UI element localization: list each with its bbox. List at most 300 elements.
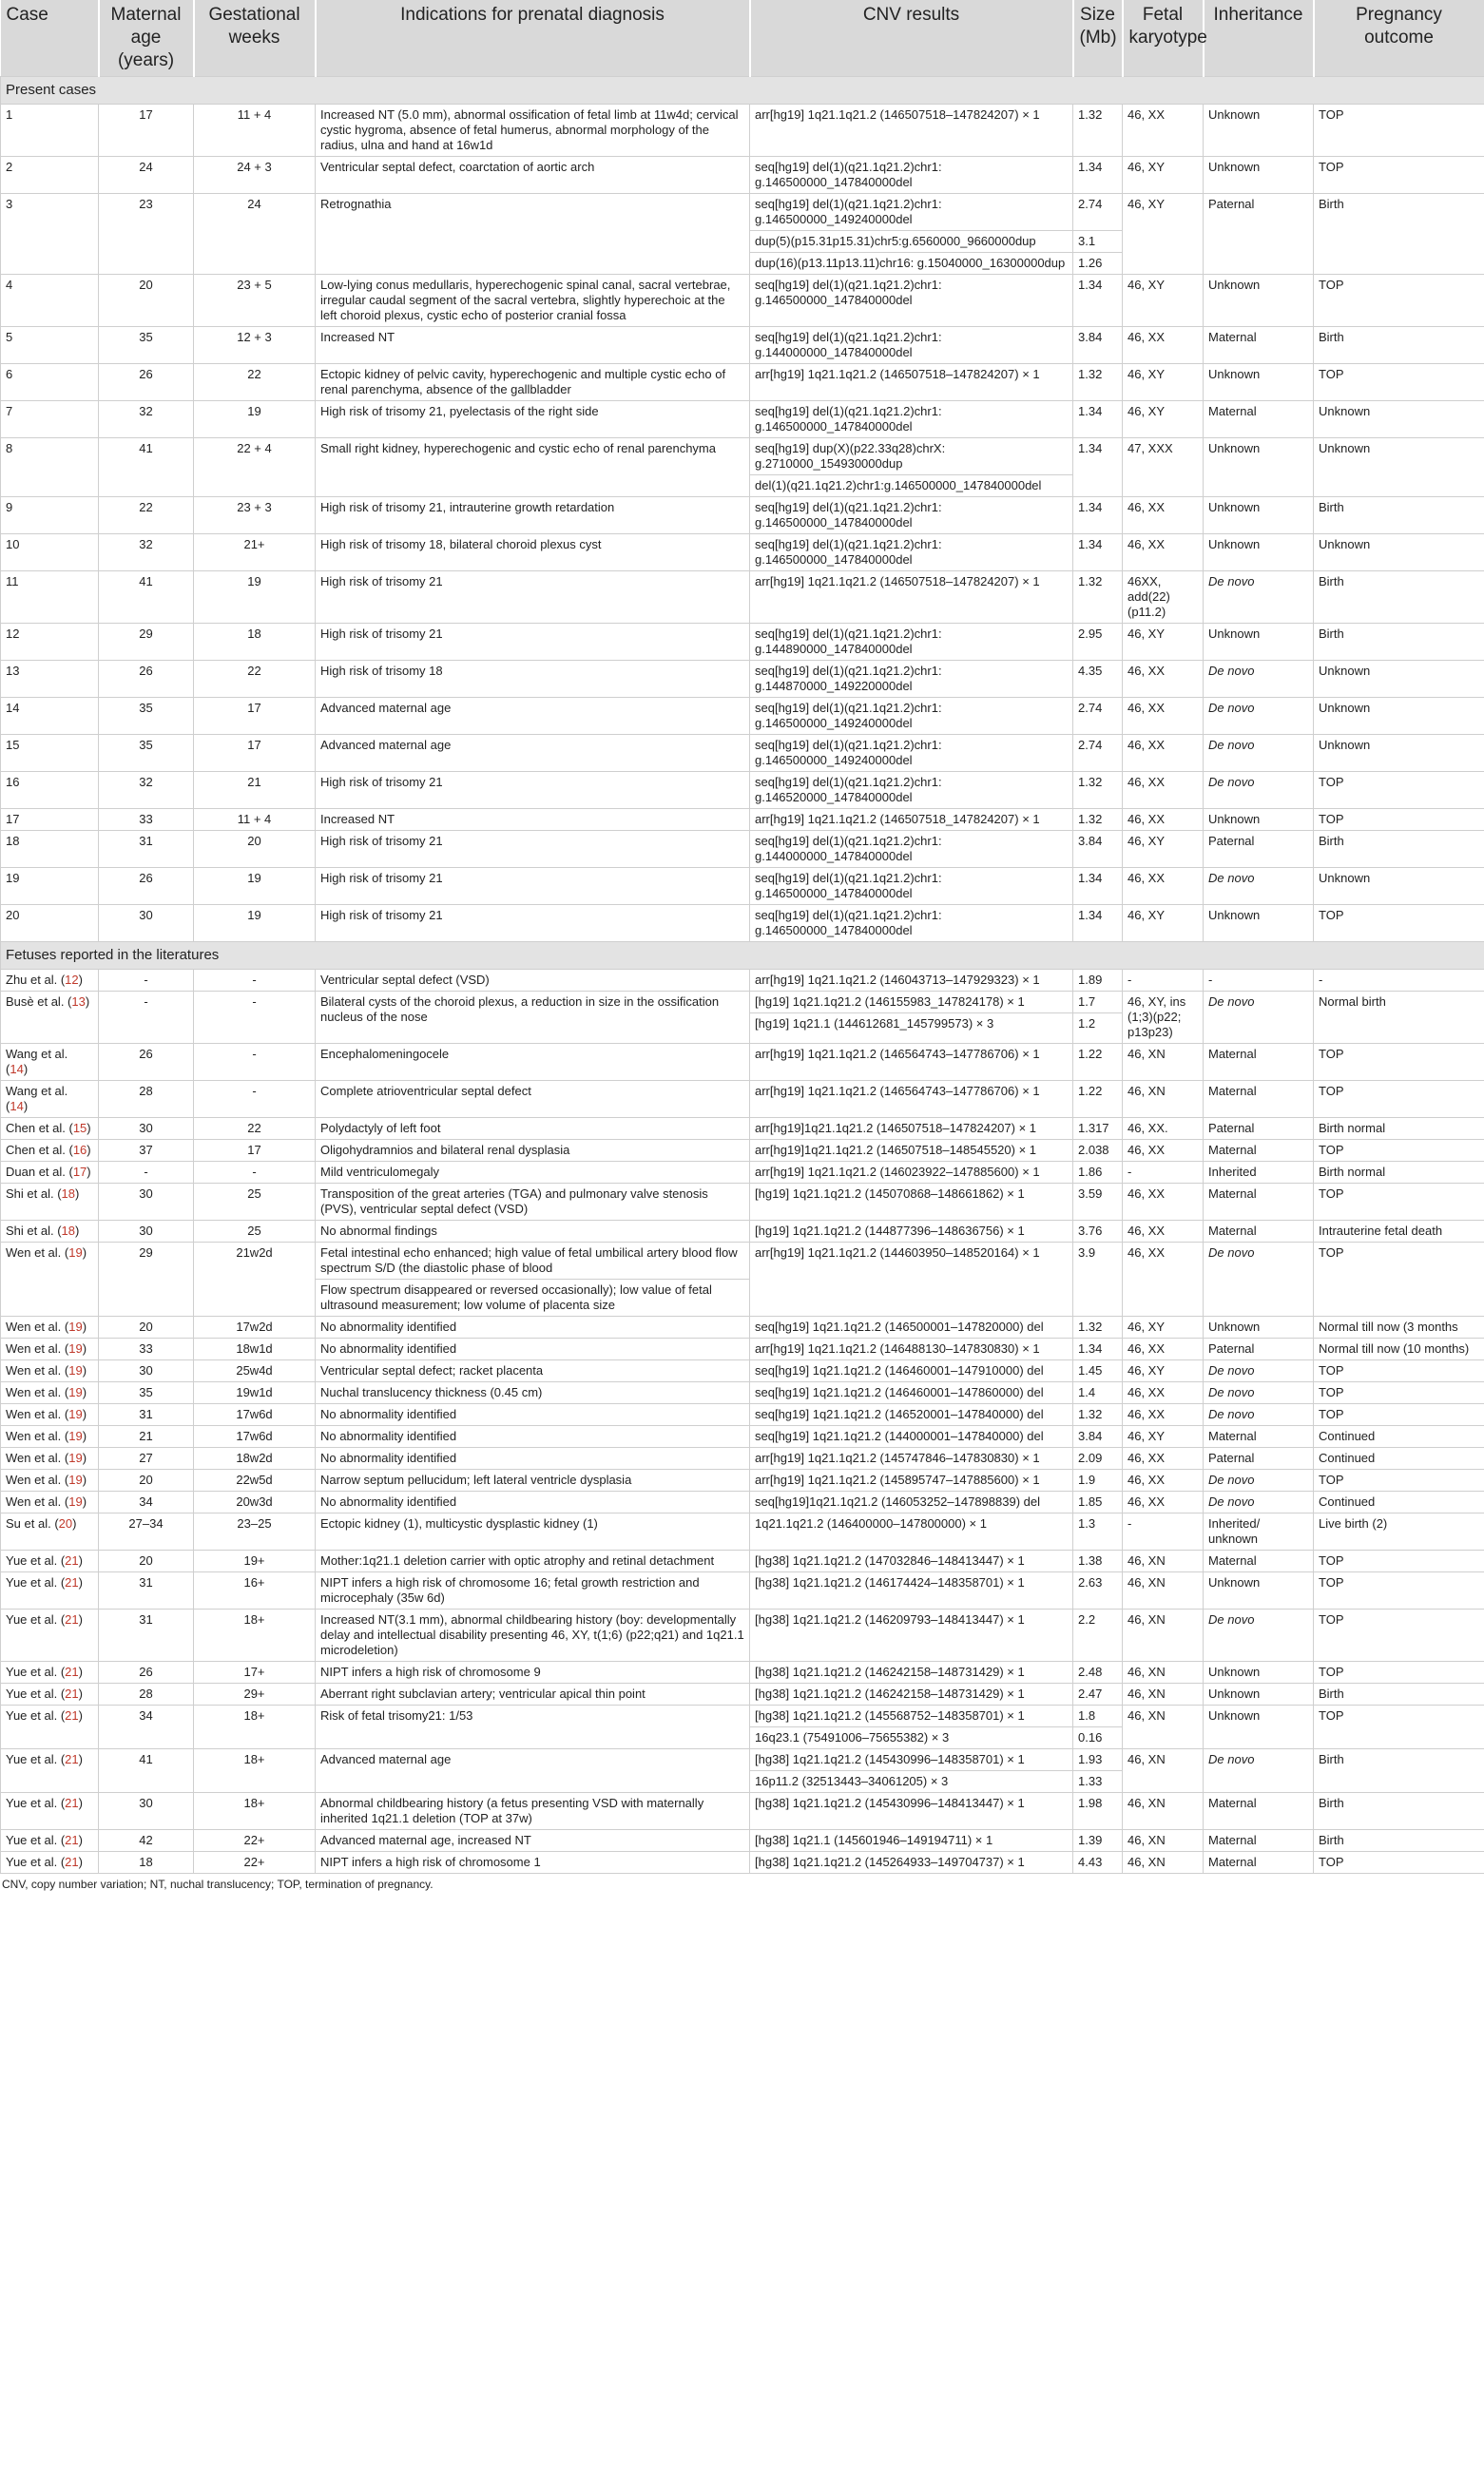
cnv-value: seq[hg19] del(1)(q21.1q21.2)chr1: g.144870000_149220000del — [755, 664, 942, 693]
cnv-cell — [750, 401, 1073, 438]
outcome-cell: TOP — [1314, 157, 1484, 194]
outcome-cell: Unknown — [1314, 438, 1484, 497]
karyotype-cell: 46, XN — [1123, 1551, 1204, 1572]
table-row — [1, 497, 1484, 534]
outcome-cell: TOP — [1314, 1404, 1484, 1426]
indication-cell — [316, 1317, 750, 1339]
indication-cell: Increased NT — [316, 809, 750, 831]
inheritance-de-novo: De novo — [1208, 574, 1255, 588]
gestational-weeks-cell: 22+ — [194, 1852, 316, 1874]
gestational-weeks-cell: 25w4d — [194, 1360, 316, 1382]
maternal-age-cell: 35 — [99, 327, 194, 364]
karyotype-cell: 46, XX — [1123, 327, 1204, 364]
size-value: 1.32 — [1078, 367, 1103, 381]
maternal-age-cell: 41 — [99, 571, 194, 624]
gestational-weeks-cell: 22w5d — [194, 1470, 316, 1492]
cnv-value: arr[hg19]1q21.1q21.2 (146507518–148545520) × 1 — [755, 1143, 1037, 1157]
cnv-value: seq[hg19] del(1)(q21.1q21.2)chr1: g.146500000_149240000del — [755, 197, 942, 226]
gestational-weeks-cell: 20w3d — [194, 1492, 316, 1513]
outcome-cell: Birth — [1314, 1749, 1484, 1793]
cnv-cell — [750, 1426, 1073, 1448]
outcome-cell: TOP — [1314, 1551, 1484, 1572]
indication-cell — [316, 1404, 750, 1426]
reference-cell: Su et al. (20) — [1, 1513, 99, 1551]
case-cell: 12 — [1, 624, 99, 661]
indication-cell — [316, 1706, 750, 1749]
reference-number-link[interactable]: 19 — [68, 1341, 83, 1356]
outcome-cell: Birth — [1314, 1830, 1484, 1852]
table-row — [1, 1749, 1484, 1793]
size-cell — [1073, 534, 1123, 571]
maternal-age-cell: - — [99, 1162, 194, 1184]
reference-number-link[interactable]: 21 — [65, 1752, 79, 1766]
karyotype-cell: 46, XX — [1123, 497, 1204, 534]
table-row — [1, 1118, 1484, 1140]
case-cell: 1 — [1, 105, 99, 157]
reference-number-link[interactable]: 15 — [72, 1121, 87, 1135]
inheritance-cell — [1204, 1749, 1314, 1793]
reference-cell: Wen et al. (19) — [1, 1470, 99, 1492]
reference-author: Wen et al. — [6, 1320, 62, 1334]
indication-value: Ventricular septal defect; racket placenta — [320, 1363, 544, 1378]
reference-number-link[interactable]: 21 — [65, 1665, 79, 1679]
cnv-value: seq[hg19] del(1)(q21.1q21.2)chr1: g.146500000_147840000del — [755, 871, 942, 900]
cnv-value: arr[hg19] 1q21.1q21.2 (144603950–148520164) × 1 — [755, 1245, 1040, 1260]
karyotype-cell: 46, XN — [1123, 1610, 1204, 1662]
size-value-2: 1.2 — [1073, 1012, 1122, 1034]
table-row — [1, 1339, 1484, 1360]
reference-author: Yue et al. — [6, 1665, 58, 1679]
inheritance-de-novo: De novo — [1208, 1494, 1255, 1509]
karyotype-cell: 46, XX. — [1123, 1118, 1204, 1140]
outcome-cell: Continued — [1314, 1448, 1484, 1470]
reference-author: Yue et al. — [6, 1553, 58, 1568]
reference-author: Wen et al. — [6, 1385, 62, 1399]
size-value: 1.34 — [1078, 441, 1103, 455]
karyotype-cell: 46, XN — [1123, 1572, 1204, 1610]
table-footnote: CNV, copy number variation; NT, nuchal translucency; TOP, termination of pregnancy. — [2, 1878, 434, 1891]
cnv-value: arr[hg19] 1q21.1q21.2 (146507518–147824207) × 1 — [755, 574, 1040, 588]
indication-cell — [316, 1793, 750, 1830]
cnv-value: seq[hg19] 1q21.1q21.2 (146460001–147910000) del — [755, 1363, 1044, 1378]
size-cell — [1073, 1513, 1123, 1551]
maternal-age-cell: 24 — [99, 157, 194, 194]
reference-number-link[interactable]: 21 — [65, 1833, 79, 1847]
table-row — [1, 1426, 1484, 1448]
reference-cell: Shi et al. (18) — [1, 1221, 99, 1243]
size-value: 1.34 — [1078, 1341, 1103, 1356]
outcome-cell: Intrauterine fetal death — [1314, 1221, 1484, 1243]
inheritance-cell: Unknown — [1204, 905, 1314, 942]
table-row — [1, 1492, 1484, 1513]
inheritance-cell: Unknown — [1204, 1572, 1314, 1610]
indication-value: Abnormal childbearing history (a fetus presenting VSD with maternally inherited 1q21.1 deletion (TOP at 37w) — [320, 1796, 704, 1825]
indication-cell — [316, 1140, 750, 1162]
cnv-cell — [750, 157, 1073, 194]
size-value: 1.3 — [1078, 1516, 1096, 1531]
reference-number-link[interactable]: 21 — [65, 1708, 79, 1723]
cnv-cell — [750, 831, 1073, 868]
cnv-cell — [750, 1830, 1073, 1852]
header-row — [1, 0, 1484, 77]
cnv-cell — [750, 735, 1073, 772]
size-value: 1.32 — [1078, 574, 1103, 588]
table-row — [1, 401, 1484, 438]
reference-number-link[interactable]: 20 — [58, 1516, 73, 1531]
cnv-value: arr[hg19]1q21.1q21.2 (146507518–147824207) × 1 — [755, 1121, 1037, 1135]
gestational-weeks-cell: 19 — [194, 401, 316, 438]
size-value: 1.85 — [1078, 1494, 1103, 1509]
reference-author: Wen et al. — [6, 1245, 62, 1260]
indication-cell — [316, 1852, 750, 1874]
gestational-weeks-cell: 21w2d — [194, 1243, 316, 1317]
karyotype-cell: 46, XX — [1123, 735, 1204, 772]
outcome-cell: TOP — [1314, 1360, 1484, 1382]
inheritance-cell: Unknown — [1204, 534, 1314, 571]
reference-author: Wen et al. — [6, 1363, 62, 1378]
outcome-cell: Birth — [1314, 571, 1484, 624]
indication-cell — [316, 1382, 750, 1404]
table-row — [1, 809, 1484, 831]
indication-value: No abnormality identified — [320, 1429, 457, 1443]
reference-number-link[interactable]: 16 — [72, 1143, 87, 1157]
reference-number-link[interactable]: 19 — [68, 1407, 83, 1421]
reference-cell: Yue et al. (21) — [1, 1662, 99, 1684]
inheritance-cell: Paternal — [1204, 1448, 1314, 1470]
cnv-cell — [750, 1404, 1073, 1426]
size-value: 1.89 — [1078, 973, 1103, 987]
indication-value: Aberrant right subclavian artery; ventricular apical thin point — [320, 1687, 646, 1701]
maternal-age-cell: 42 — [99, 1830, 194, 1852]
indication-value: Ectopic kidney (1), multicystic dysplastic kidney (1) — [320, 1516, 598, 1531]
cnv-cell — [750, 1793, 1073, 1830]
inheritance-de-novo: De novo — [1208, 775, 1255, 789]
reference-number-link[interactable]: 18 — [61, 1186, 76, 1201]
header-size: Size (Mb) — [1073, 0, 1123, 77]
outcome-cell: Normal till now (10 months) — [1314, 1339, 1484, 1360]
reference-number-link[interactable]: 19 — [68, 1245, 83, 1260]
indication-value: Nuchal translucency thickness (0.45 cm) — [320, 1385, 543, 1399]
gestational-weeks-cell: 11 + 4 — [194, 105, 316, 157]
cnv-cell — [750, 534, 1073, 571]
outcome-cell: TOP — [1314, 275, 1484, 327]
inheritance-cell: Unknown — [1204, 809, 1314, 831]
cnv-value: arr[hg19] 1q21.1q21.2 (145895747–147885600) × 1 — [755, 1473, 1040, 1487]
cnv-cell — [750, 1684, 1073, 1706]
cnv-cell — [750, 868, 1073, 905]
size-value-2: 3.1 — [1073, 230, 1122, 252]
indication-value: No abnormal findings — [320, 1224, 437, 1238]
reference-number-link[interactable]: 19 — [68, 1473, 83, 1487]
cnv-value: [hg19] 1q21.1q21.2 (144877396–148636756) × 1 — [755, 1224, 1025, 1238]
maternal-age-cell: 26 — [99, 661, 194, 698]
gestational-weeks-cell: 22+ — [194, 1830, 316, 1852]
reference-number-link[interactable]: 19 — [68, 1451, 83, 1465]
maternal-age-cell: 41 — [99, 1749, 194, 1793]
maternal-age-cell: 20 — [99, 275, 194, 327]
karyotype-cell: 46, XX — [1123, 772, 1204, 809]
size-cell — [1073, 1317, 1123, 1339]
indication-cell — [316, 1221, 750, 1243]
cnv-value: [hg19] 1q21.1q21.2 (146155983_147824178) × 1 — [755, 994, 1025, 1009]
indication-value: Complete atrioventricular septal defect — [320, 1084, 531, 1098]
indication-value: No abnormality identified — [320, 1407, 457, 1421]
outcome-cell: Birth — [1314, 194, 1484, 275]
indication-value: No abnormality identified — [320, 1341, 457, 1356]
karyotype-cell: 46, XX — [1123, 534, 1204, 571]
outcome-cell: Birth — [1314, 497, 1484, 534]
gestational-weeks-cell: 17 — [194, 698, 316, 735]
cnv-cell — [750, 1044, 1073, 1081]
karyotype-cell: 46, XX — [1123, 1184, 1204, 1221]
reference-number-link[interactable]: 17 — [72, 1165, 87, 1179]
karyotype-cell: 46, XN — [1123, 1830, 1204, 1852]
reference-number-link[interactable]: 21 — [65, 1575, 79, 1590]
reference-number-link[interactable]: 19 — [68, 1429, 83, 1443]
header-cnv-results: CNV results — [750, 0, 1073, 77]
outcome-cell: TOP — [1314, 1662, 1484, 1684]
karyotype-cell: 46, XX — [1123, 1140, 1204, 1162]
reference-author: Chen et al. — [6, 1121, 66, 1135]
reference-author: Yue et al. — [6, 1612, 58, 1627]
gestational-weeks-cell: 19w1d — [194, 1382, 316, 1404]
size-cell — [1073, 105, 1123, 157]
reference-cell: Chen et al. (16) — [1, 1140, 99, 1162]
maternal-age-cell: 20 — [99, 1317, 194, 1339]
inheritance-cell: - — [1204, 970, 1314, 992]
cnv-cell — [750, 661, 1073, 698]
reference-cell: Yue et al. (21) — [1, 1749, 99, 1793]
reference-cell: Wen et al. (19) — [1, 1492, 99, 1513]
indication-cell — [316, 1339, 750, 1360]
indication-cell: Retrognathia — [316, 194, 750, 275]
karyotype-cell: 46, XX — [1123, 1339, 1204, 1360]
reference-number-link[interactable]: 14 — [10, 1099, 24, 1113]
size-cell — [1073, 992, 1123, 1044]
inheritance-cell: Maternal — [1204, 401, 1314, 438]
size-cell — [1073, 1162, 1123, 1184]
size-value: 1.32 — [1078, 1407, 1103, 1421]
karyotype-cell: 46, XX — [1123, 1492, 1204, 1513]
size-cell — [1073, 1339, 1123, 1360]
size-cell — [1073, 1610, 1123, 1662]
karyotype-cell: 46, XN — [1123, 1749, 1204, 1793]
size-cell — [1073, 1662, 1123, 1684]
inheritance-cell: Paternal — [1204, 1339, 1314, 1360]
karyotype-cell: 46, XX — [1123, 698, 1204, 735]
table-row — [1, 1662, 1484, 1684]
inheritance-de-novo: De novo — [1208, 1385, 1255, 1399]
inheritance-cell: Inherited/ unknown — [1204, 1513, 1314, 1551]
header-inheritance: Inheritance — [1204, 0, 1314, 77]
section-literature — [1, 942, 1484, 970]
size-value: 1.22 — [1078, 1084, 1103, 1098]
karyotype-cell: 46, XY — [1123, 624, 1204, 661]
cnv-value: [hg38] 1q21.1q21.2 (146242158–148731429) × 1 — [755, 1687, 1025, 1701]
karyotype-cell: 46, XY — [1123, 157, 1204, 194]
reference-author: Yue et al. — [6, 1796, 58, 1810]
size-value: 3.59 — [1078, 1186, 1103, 1201]
indication-value-2: Flow spectrum disappeared or reversed occasionally); low value of fetal ultrasound measurement; low volume of placenta size — [316, 1279, 749, 1316]
section-literature-label: Fetuses reported in the literatures — [1, 942, 1484, 970]
table-row — [1, 1221, 1484, 1243]
reference-number-link[interactable]: 14 — [10, 1062, 24, 1076]
reference-number-link[interactable]: 19 — [68, 1385, 83, 1399]
reference-number-link[interactable]: 21 — [65, 1796, 79, 1810]
reference-number-link[interactable]: 21 — [65, 1612, 79, 1627]
size-cell — [1073, 1684, 1123, 1706]
reference-number-link[interactable]: 21 — [65, 1687, 79, 1701]
reference-number-link[interactable]: 12 — [65, 973, 79, 987]
maternal-age-cell: 22 — [99, 497, 194, 534]
karyotype-cell: 46, XY — [1123, 275, 1204, 327]
outcome-cell: Unknown — [1314, 698, 1484, 735]
outcome-cell: TOP — [1314, 1610, 1484, 1662]
cnv-value: arr[hg19] 1q21.1q21.2 (145747846–147830830) × 1 — [755, 1451, 1040, 1465]
indication-cell: Increased NT (5.0 mm), abnormal ossification of fetal limb at 11w4d; cervical cystic hygroma, absence of fetal humerus, abnormal morphology of the radius, ulna and hand at 16w1d — [316, 105, 750, 157]
case-cell: 4 — [1, 275, 99, 327]
outcome-cell: TOP — [1314, 1470, 1484, 1492]
reference-number-link[interactable]: 21 — [65, 1855, 79, 1869]
size-value: 1.32 — [1078, 812, 1103, 826]
table-row — [1, 970, 1484, 992]
gestational-weeks-cell: 23–25 — [194, 1513, 316, 1551]
size-value: 1.93 — [1078, 1752, 1103, 1766]
size-cell — [1073, 1404, 1123, 1426]
karyotype-cell: 46, XY — [1123, 364, 1204, 401]
size-value: 1.98 — [1078, 1796, 1103, 1810]
karyotype-cell: - — [1123, 970, 1204, 992]
table-row — [1, 735, 1484, 772]
outcome-cell: Unknown — [1314, 661, 1484, 698]
indication-cell: Ventricular septal defect, coarctation of aortic arch — [316, 157, 750, 194]
gestational-weeks-cell: 18 — [194, 624, 316, 661]
outcome-cell: TOP — [1314, 1243, 1484, 1317]
maternal-age-cell: 31 — [99, 1572, 194, 1610]
inheritance-de-novo: De novo — [1208, 664, 1255, 678]
table-row — [1, 364, 1484, 401]
inheritance-cell — [1204, 1243, 1314, 1317]
reference-number-link[interactable]: 18 — [61, 1224, 76, 1238]
table-row — [1, 275, 1484, 327]
case-cell: 13 — [1, 661, 99, 698]
cnv-cell — [750, 1221, 1073, 1243]
indication-cell — [316, 1184, 750, 1221]
cnv-value: [hg38] 1q21.1q21.2 (146174424–148358701) × 1 — [755, 1575, 1025, 1590]
maternal-age-cell: 21 — [99, 1426, 194, 1448]
cnv-cell — [750, 1162, 1073, 1184]
indication-value: Risk of fetal trisomy21: 1/53 — [320, 1708, 473, 1723]
cnv-value-2: del(1)(q21.1q21.2)chr1:g.146500000_147840000del — [750, 474, 1072, 496]
cnv-value: seq[hg19] del(1)(q21.1q21.2)chr1: g.146520000_147840000del — [755, 775, 942, 804]
cnv-value: [hg38] 1q21.1q21.2 (147032846–148413447) × 1 — [755, 1553, 1025, 1568]
section-present-label: Present cases — [1, 77, 1484, 105]
reference-cell: Chen et al. (15) — [1, 1118, 99, 1140]
size-cell — [1073, 497, 1123, 534]
size-cell — [1073, 275, 1123, 327]
case-cell: 7 — [1, 401, 99, 438]
indication-cell — [316, 1749, 750, 1793]
indication-cell: High risk of trisomy 21 — [316, 905, 750, 942]
indication-cell — [316, 1610, 750, 1662]
size-value: 2.09 — [1078, 1451, 1103, 1465]
table-row — [1, 1044, 1484, 1081]
reference-number-link[interactable]: 13 — [71, 994, 86, 1009]
reference-author: Duan et al. — [6, 1165, 66, 1179]
inheritance-cell — [1204, 1360, 1314, 1382]
size-value: 4.35 — [1078, 664, 1103, 678]
gestational-weeks-cell: 17 — [194, 1140, 316, 1162]
table-row — [1, 571, 1484, 624]
case-cell: 16 — [1, 772, 99, 809]
indication-value: Ventricular septal defect (VSD) — [320, 973, 490, 987]
table-row — [1, 1513, 1484, 1551]
maternal-age-cell: 33 — [99, 809, 194, 831]
size-cell — [1073, 1448, 1123, 1470]
size-cell — [1073, 1470, 1123, 1492]
reference-cell: Wen et al. (19) — [1, 1360, 99, 1382]
maternal-age-cell: 41 — [99, 438, 194, 497]
indication-cell — [316, 1118, 750, 1140]
table-row — [1, 1551, 1484, 1572]
cnv-cell — [750, 1513, 1073, 1551]
size-value: 1.34 — [1078, 404, 1103, 418]
table-row — [1, 772, 1484, 809]
inheritance-cell: Unknown — [1204, 157, 1314, 194]
size-cell — [1073, 831, 1123, 868]
reference-number-link[interactable]: 19 — [68, 1320, 83, 1334]
inheritance-cell: Unknown — [1204, 364, 1314, 401]
outcome-cell: Unknown — [1314, 534, 1484, 571]
reference-number-link[interactable]: 21 — [65, 1553, 79, 1568]
inheritance-de-novo: De novo — [1208, 994, 1255, 1009]
reference-author: Yue et al. — [6, 1752, 58, 1766]
inheritance-cell: Inherited — [1204, 1162, 1314, 1184]
table-row — [1, 1184, 1484, 1221]
gestational-weeks-cell: 24 + 3 — [194, 157, 316, 194]
size-cell — [1073, 772, 1123, 809]
cnv-value: [hg38] 1q21.1q21.2 (146242158–148731429) × 1 — [755, 1665, 1025, 1679]
reference-author: Wen et al. — [6, 1407, 62, 1421]
cnv-cell — [750, 624, 1073, 661]
reference-cell: Wen et al. (19) — [1, 1404, 99, 1426]
reference-number-link[interactable]: 19 — [68, 1363, 83, 1378]
reference-number-link[interactable]: 19 — [68, 1494, 83, 1509]
karyotype-cell: 46, XN — [1123, 1684, 1204, 1706]
karyotype-cell: 46, XN — [1123, 1793, 1204, 1830]
maternal-age-cell: 30 — [99, 1221, 194, 1243]
indication-value: Mother:1q21.1 deletion carrier with optic atrophy and retinal detachment — [320, 1553, 715, 1568]
reference-author: Yue et al. — [6, 1708, 58, 1723]
maternal-age-cell: 35 — [99, 735, 194, 772]
size-value: 1.86 — [1078, 1165, 1103, 1179]
cnv-value-2: dup(5)(p15.31p15.31)chr5:g.6560000_9660000dup — [750, 230, 1072, 252]
reference-cell: Wen et al. (19) — [1, 1317, 99, 1339]
cnv-cell — [750, 571, 1073, 624]
cnv-cell — [750, 1382, 1073, 1404]
size-value: 1.34 — [1078, 500, 1103, 514]
maternal-age-cell: 26 — [99, 1044, 194, 1081]
inheritance-cell: Unknown — [1204, 624, 1314, 661]
case-cell: 15 — [1, 735, 99, 772]
size-value: 2.74 — [1078, 197, 1103, 211]
indication-cell — [316, 1470, 750, 1492]
case-cell: 10 — [1, 534, 99, 571]
reference-cell: Yue et al. (21) — [1, 1684, 99, 1706]
size-cell — [1073, 868, 1123, 905]
karyotype-cell: - — [1123, 1513, 1204, 1551]
size-value-2: 1.33 — [1073, 1770, 1122, 1792]
